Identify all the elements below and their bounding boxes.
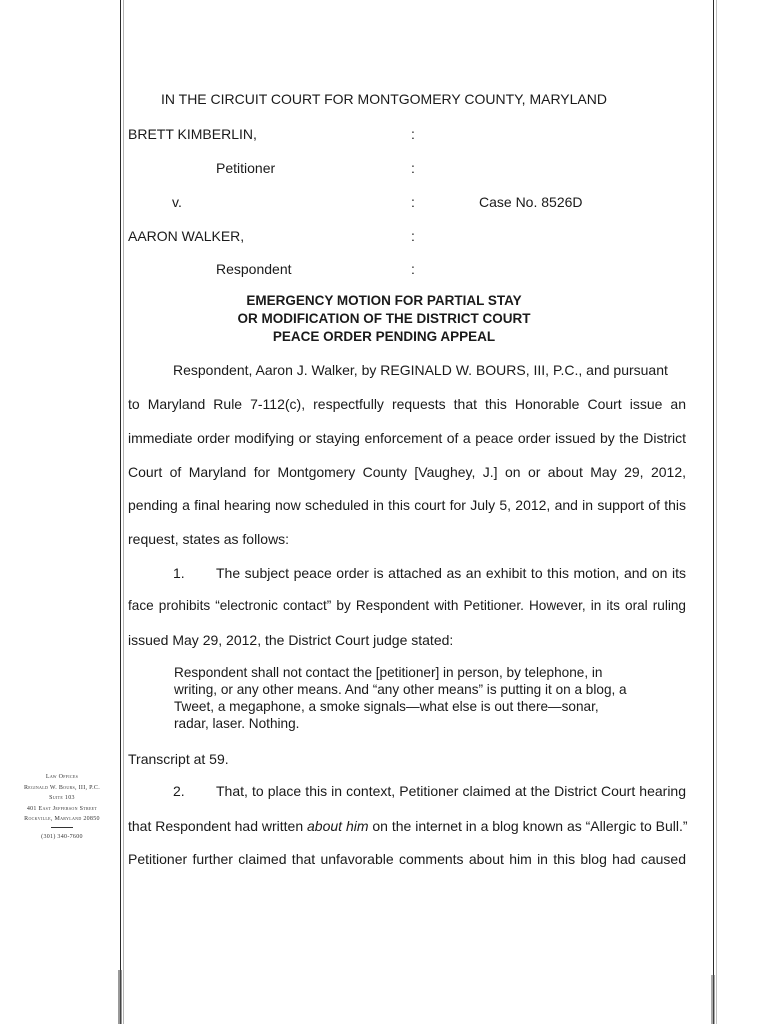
paragraph-2-emphasis: about him xyxy=(307,818,369,834)
paragraph-1-line-3: issued May 29, 2012, the District Court judge stated: xyxy=(128,632,454,648)
block-quote xyxy=(174,664,686,732)
law-office-stamp xyxy=(0,772,124,842)
motion-title-line-2: OR MODIFICATION OF THE DISTRICT COURT xyxy=(237,311,531,326)
law-office-divider xyxy=(51,827,73,828)
versus-label: v. xyxy=(172,194,182,210)
paragraph-1-number: 1. xyxy=(173,565,185,581)
caption-separator: : xyxy=(411,126,415,142)
petitioner-name: BRETT KIMBERLIN, xyxy=(128,126,257,142)
transcript-citation: Transcript at 59. xyxy=(128,751,229,767)
left-margin-rule xyxy=(120,0,121,1024)
quote-line-1: Respondent shall not contact the [petitioner] in person, by telephone, in xyxy=(174,665,603,680)
right-margin-rule xyxy=(713,0,714,1024)
intro-line-1: Respondent, Aaron J. Walker, by REGINALD W. BOURS, III, P.C., and pursuant xyxy=(173,362,668,378)
respondent-name: AARON WALKER, xyxy=(128,228,245,244)
law-office-city: Rockville, Maryland 20850 xyxy=(24,816,100,822)
right-margin-scan-mark xyxy=(711,975,715,1024)
law-office-phone: (301) 340-7600 xyxy=(41,833,83,840)
paragraph-2-line-3: Petitioner further claimed that unfavorable comments about him in this blog had caused xyxy=(128,851,686,867)
right-margin-rule-inner xyxy=(716,0,717,1024)
court-title: IN THE CIRCUIT COURT FOR MONTGOMERY COUNTY, MARYLAND xyxy=(161,91,607,107)
left-margin-scan-mark xyxy=(118,970,122,1024)
paragraph-2-text: that Respondent had written xyxy=(128,818,308,834)
law-office-heading: Law Offices xyxy=(45,774,79,780)
caption-separator: : xyxy=(411,228,415,244)
caption-separator: : xyxy=(411,160,415,176)
intro-line-5: pending a final hearing now scheduled in this court for July 5, 2012, and in support of this xyxy=(128,497,686,513)
intro-line-6: request, states as follows: xyxy=(128,531,290,547)
intro-line-4: Court of Maryland for Montgomery County [Vaughey, J.] on or about May 29, 2012, xyxy=(128,464,686,480)
motion-title-line-1: EMERGENCY MOTION FOR PARTIAL STAY xyxy=(246,293,522,308)
paragraph-2-number: 2. xyxy=(173,783,185,799)
paragraph-2-text: on the internet in a blog known as “Allergic to Bull.” xyxy=(368,818,688,834)
left-margin-rule-inner xyxy=(123,0,124,1024)
caption-separator: : xyxy=(411,194,415,210)
caption-separator: : xyxy=(411,261,415,277)
case-number: Case No. 8526D xyxy=(479,194,583,210)
petitioner-role: Petitioner xyxy=(216,160,276,176)
law-office-suite: Suite 103 xyxy=(49,795,75,801)
intro-line-2: to Maryland Rule 7-112(c), respectfully requests that this Honorable Court issue an xyxy=(128,396,686,412)
motion-title-line-3: PEACE ORDER PENDING APPEAL xyxy=(272,329,496,344)
law-office-street: 401 East Jefferson Street xyxy=(26,805,98,812)
law-firm-name: Reginald W. Bours, III, P.C. xyxy=(23,784,101,791)
intro-line-3: immediate order modifying or staying enforcement of a peace order issued by the District xyxy=(128,430,686,446)
paragraph-1-line-2: face prohibits “electronic contact” by Respondent with Petitioner. However, in its oral ruling xyxy=(128,598,686,613)
quote-line-2: writing, or any other means. And “any other means” is putting it on a blog, a xyxy=(174,682,627,697)
quote-line-4: radar, laser. Nothing. xyxy=(174,716,300,731)
paragraph-1-line-1: The subject peace order is attached as an exhibit to this motion, and on its xyxy=(216,565,686,581)
paragraph-2-line-1: That, to place this in context, Petitioner claimed at the District Court hearing xyxy=(216,783,686,799)
paragraph-2-line-2 xyxy=(128,818,688,834)
respondent-role: Respondent xyxy=(216,261,292,277)
quote-line-3: Tweet, a megaphone, a smoke signals—what else is out there—sonar, xyxy=(174,699,599,714)
